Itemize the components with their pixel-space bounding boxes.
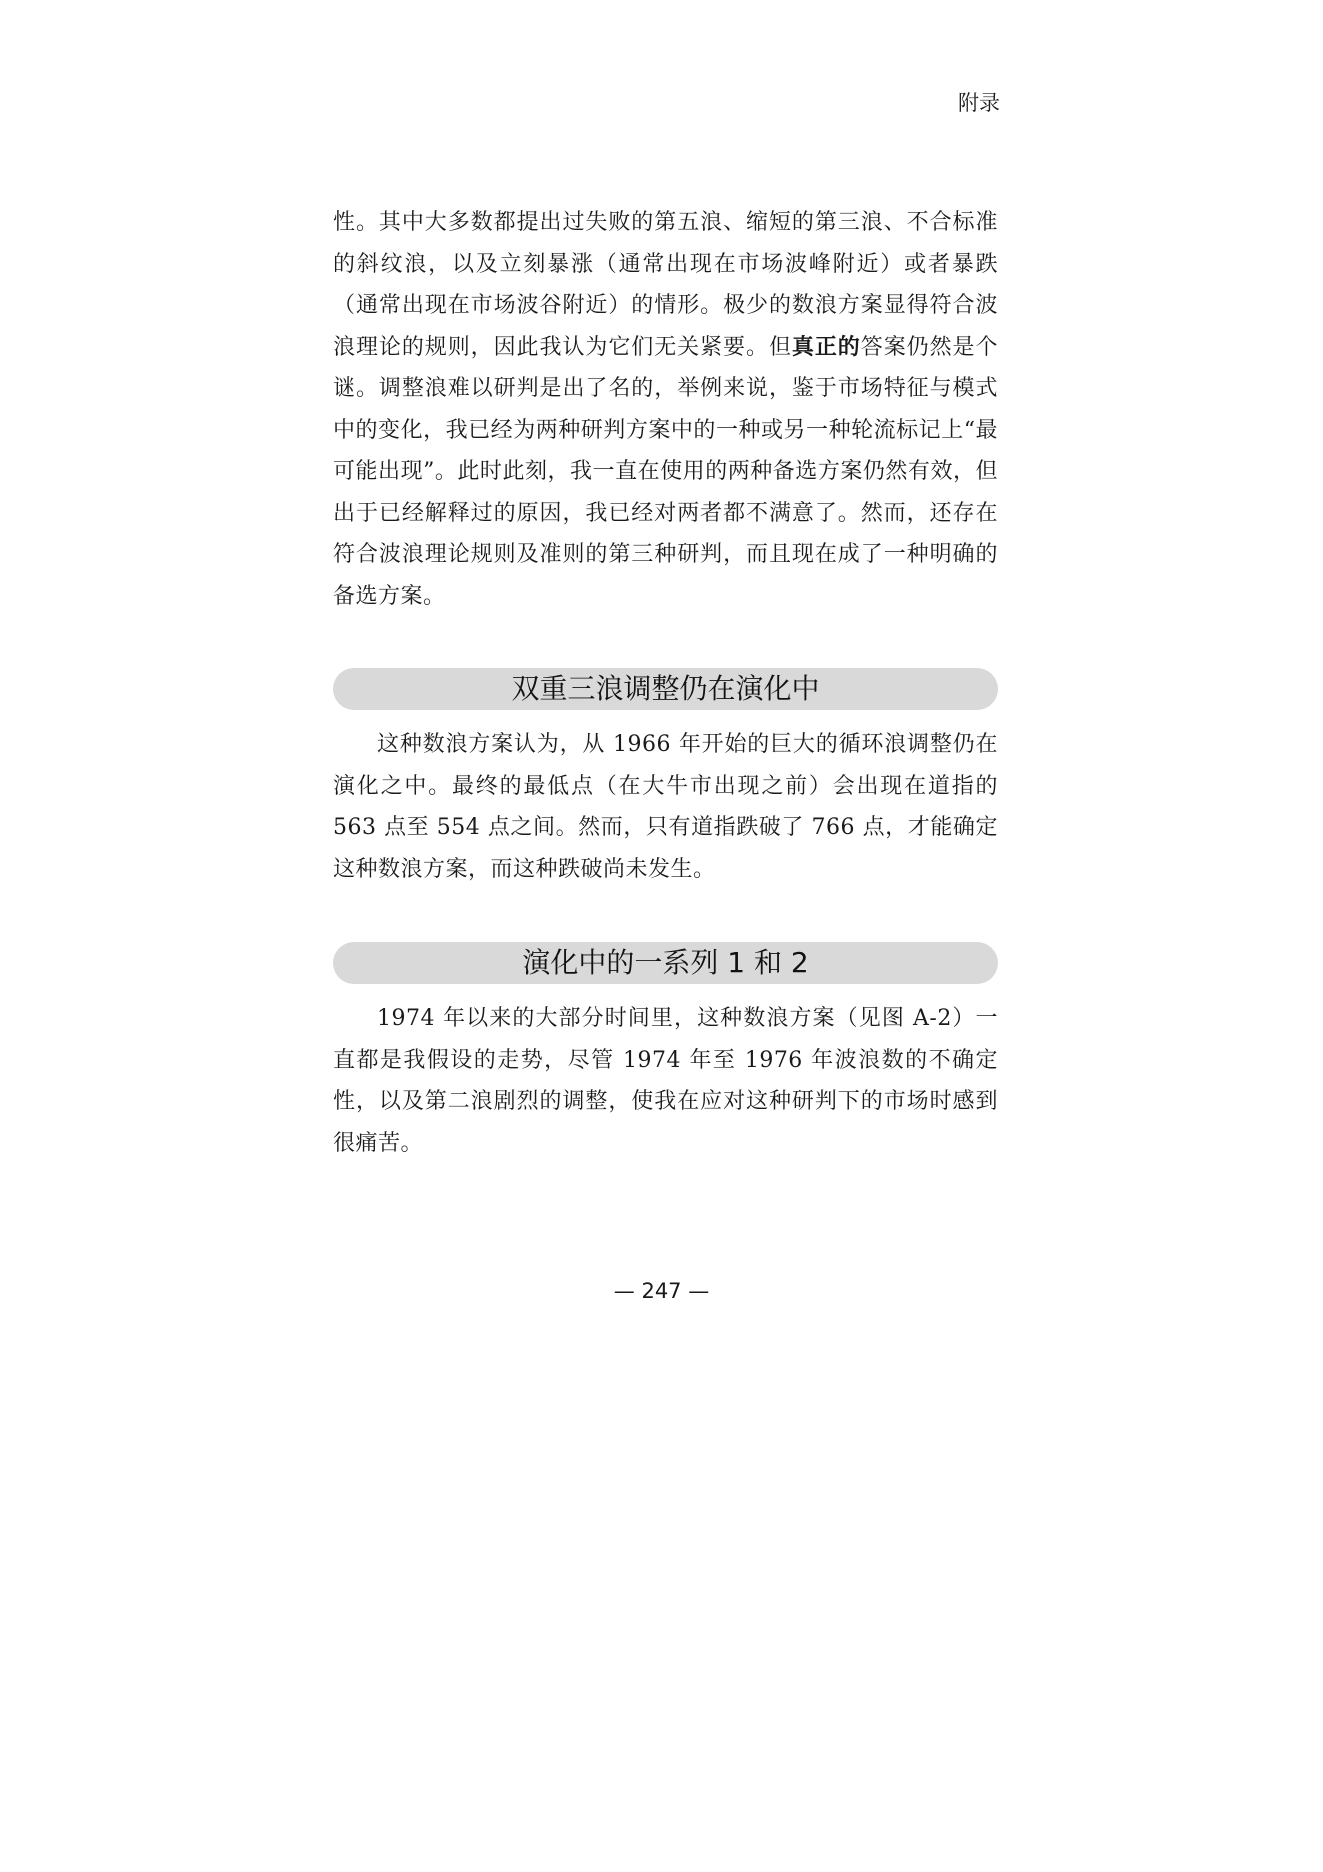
paragraph-text-before-emphasis: 性。其中大多数都提出过失败的第五浪、缩短的第三浪、不合标准的斜纹浪，以及立刻暴涨（通常出现在市场波峰附近）或者暴跌（通常出现在市场波谷附近）的情形。极少的数浪方案显得符合波浪理论的规则，因此我认为它们无关紧要。但 — [333, 210, 998, 360]
section-body-double-three: 这种数浪方案认为，从 1966 年开始的巨大的循环浪调整仍在演化之中。最终的最低点（在大牛市出现之前）会出现在道指的 563 点至 554 点之间。然而，只有道指跌破了 766 点，才能确定这种数浪方案，而这种跌破尚未发生。 — [333, 732, 998, 882]
section-heading-double-three: 双重三浪调整仍在演化中 — [333, 668, 998, 710]
page-number: — 247 — — [613, 1279, 710, 1303]
running-header-title: 附录 — [958, 91, 1000, 115]
section-body-series-one-two: 1974 年以来的大部分时间里，这种数浪方案（见图 A-2）一直都是我假设的走势，尽管 1974 年至 1976 年波浪数的不确定性，以及第二浪剧烈的调整，使我在应对这种研判下的市场时感到很痛苦。 — [333, 1006, 998, 1156]
paragraph-text-after-emphasis: 答案仍然是个谜。调整浪难以研判是出了名的，举例来说，鉴于市场特征与模式中的变化，我已经为两种研判方案中的一种或另一种轮流标记上“最可能出现”。此时此刻，我一直在使用的两种备选方案仍然有效，但出于已经解释过的原因，我已经对两者都不满意了。然而，还存在符合波浪理论规则及准则的第三种研判，而且现在成了一种明确的备选方案。 — [333, 334, 998, 609]
section-double-three — [333, 668, 998, 890]
body-column-top — [333, 202, 998, 617]
section-series-one-two — [333, 942, 998, 1164]
emphasis-text: 真正的 — [791, 334, 861, 360]
section-heading-series-one-two: 演化中的一系列 1 和 2 — [333, 942, 998, 984]
paragraph-continued — [333, 202, 998, 617]
